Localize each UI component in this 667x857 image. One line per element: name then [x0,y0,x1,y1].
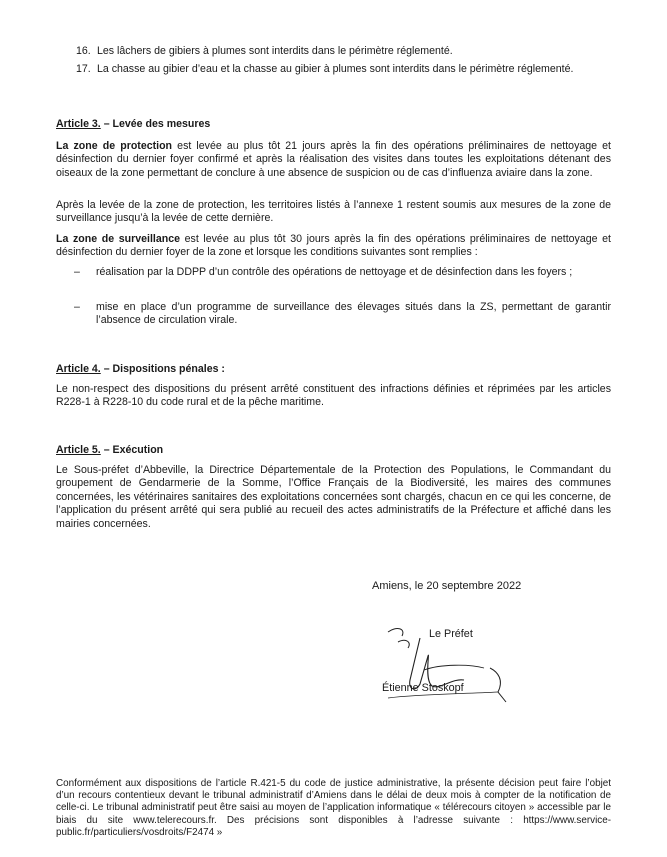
zone-protection-term: La zone de protection [56,140,173,152]
list-item [76,63,608,76]
article-3-paragraph-2: Après la levée de la zone de protection, les territoires listés à l’annexe 1 restent soumis aux mesures de la zone de surveillance jusqu’à la levée de cette dernière. [56,199,611,225]
article-3-paragraph-3 [56,233,611,260]
bullet-text: réalisation par la DDPP d’un contrôle des opérations de nettoyage et de désinfection dans les foyers ; [96,266,573,278]
article-title: – Exécution [100,444,164,456]
bullet-item [74,266,611,279]
bullet-item [74,301,611,328]
list-text: La chasse au gibier d’eau et la chasse au gibier à plumes sont interdits dans le périmètre réglementé. [97,63,574,75]
paragraph-text: est levée au plus tôt 30 jours après la fin des opérations préliminaires de nettoyage et désinfection du dernier foyer de la zone et lorsque les conditions suivantes sont remplies : [56,233,611,259]
article-number: Article 4. [56,363,101,375]
paragraph-text: est levée au plus tôt 21 jours après la fin des opérations préliminaires de nettoyage et désinfection du dernier foyer confirmé et après la réalisation des visites dans toutes les exploitations détenant des oiseaux de la zone permettant de conclure à une absence de suspicion ou de cas d’influenza aviaire dans la zone. [56,140,612,179]
article-number: Article 5. [56,444,101,456]
zone-surveillance-term: La zone de surveillance [56,233,180,245]
article-4-heading [56,363,225,376]
dash-bullet-icon: – [74,266,80,278]
article-title: – Levée des mesures [100,118,211,130]
bullet-text: mise en place d’un programme de surveillance des élevages situés dans la ZS, permettant de garantir l’absence de circulation virale. [96,301,611,327]
article-3-heading [56,118,210,131]
list-item [76,45,608,58]
signer-name: Étienne Stoskopf [382,682,464,694]
dash-bullet-icon: – [74,301,80,313]
article-number: Article 3. [56,118,101,130]
article-5-heading [56,444,163,457]
list-number: 16. [76,45,91,57]
signer-title: Le Préfet [429,628,473,640]
article-4-paragraph: Le non-respect des dispositions du présent arrêté constituent des infractions définies et réprimées par les articles R228-1 à R228-10 du code rural et de la pêche maritime. [56,383,611,409]
article-title: – Dispositions pénales : [100,363,225,375]
place-and-date: Amiens, le 20 septembre 2022 [372,580,522,592]
article-5-paragraph: Le Sous-préfet d’Abbeville, la Directrice Départementale de la Protection des Populations, le Commandant du groupement de Gendarmerie de la Somme, l’Office Français de la Biodiversité, les maires des communes concernées, les vétérinaires sanitaires des exploitations concernées sont chargés, chacun en ce qui les concerne, de l’application du présent arrêté qui sera publié au recueil des actes administratifs de la Préfecture et affiché dans les mairies concernées. [56,464,611,530]
list-number: 17. [76,63,91,75]
legal-recourse-notice: Conformément aux dispositions de l’article R.421-5 du code de justice administrative, la présente décision peut faire l’objet d’un recours contentieux devant le tribunal administratif d’Amiens dans le délai de deux mois à compter de la notification de celle-ci. Le tribunal administratif peut être saisi au moyen de l’application informatique « télérecours citoyen » accessible par le biais du site www.telerecours.fr. Des précisions sont disponibles à l’adresse suivante : https://www.service-public.fr/particuliers/vosdroits/F2474 » [56,778,611,838]
list-text: Les lâchers de gibiers à plumes sont interdits dans le périmètre réglementé. [97,45,453,57]
article-3-paragraph-1 [56,140,611,180]
